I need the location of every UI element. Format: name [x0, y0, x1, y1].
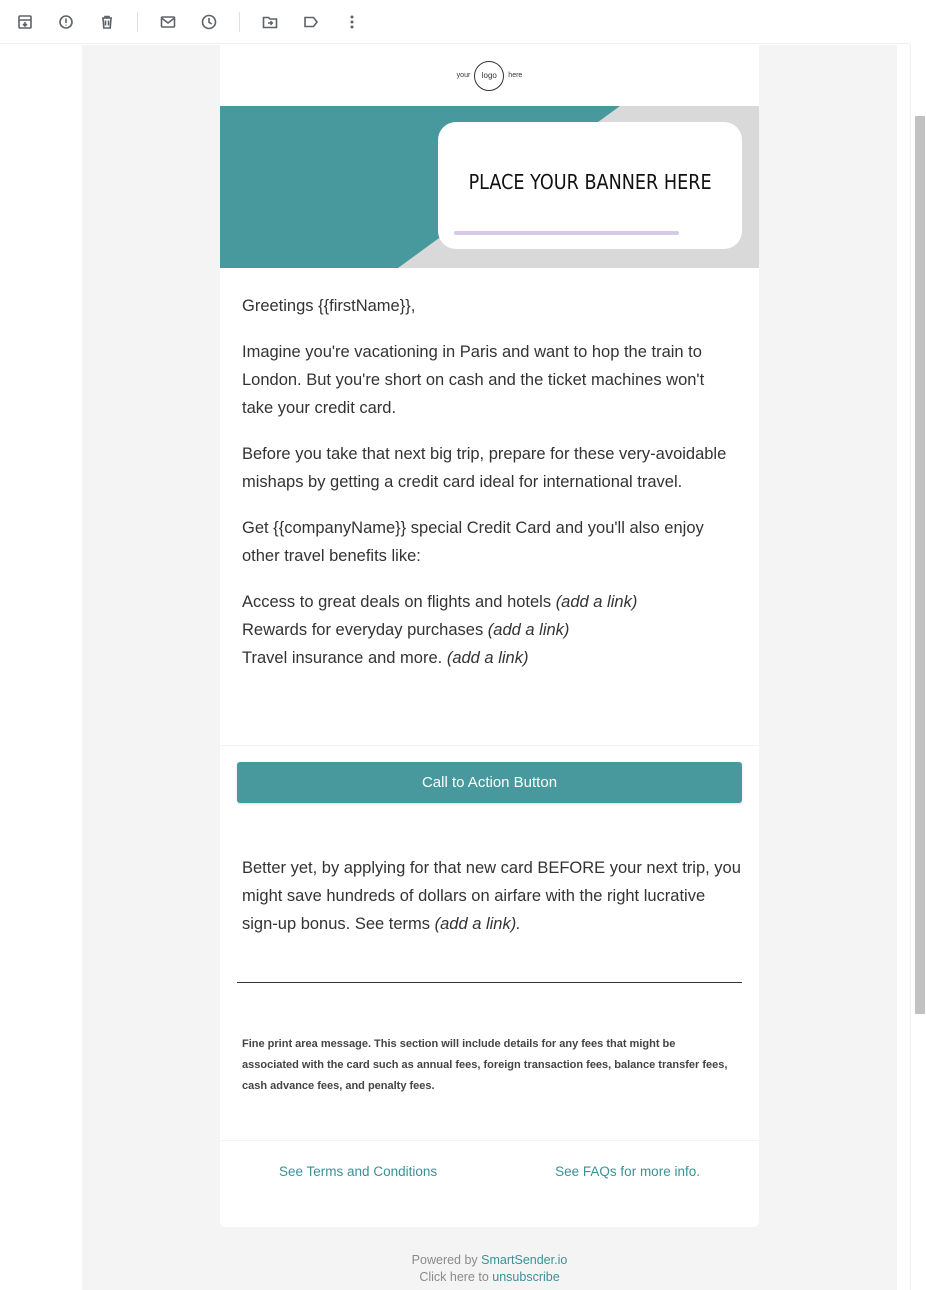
logo	[220, 45, 759, 106]
snooze-icon	[201, 14, 217, 30]
report-spam-button[interactable]	[55, 11, 77, 33]
benefit-text: Travel insurance and more.	[242, 649, 447, 667]
mark-unread-icon	[160, 14, 176, 30]
terms-link[interactable]: See Terms and Conditions	[279, 1164, 438, 1179]
add-link-hint[interactable]: (add a link).	[434, 915, 521, 933]
paragraph-2: Before you take that next big trip, prepare for these very-avoidable mishaps by getting a credit card ideal for international travel.	[242, 445, 727, 491]
scrollbar-thumb[interactable]	[915, 116, 925, 1014]
toolbar-separator	[137, 12, 138, 32]
unsubscribe-link[interactable]: unsubscribe	[492, 1270, 560, 1284]
powered-by-text: Powered by	[411, 1253, 482, 1267]
email-viewport	[82, 45, 897, 1290]
move-to-button[interactable]	[259, 11, 281, 33]
paragraph-3: Get {{companyName}} special Credit Card and you'll also enjoy other travel benefits like:	[242, 519, 704, 565]
benefit-text: Rewards for everyday purchases	[242, 621, 488, 639]
footer-links	[220, 1164, 759, 1179]
toolbar-separator	[239, 12, 240, 32]
horizontal-rule	[237, 982, 742, 983]
section-divider	[220, 1140, 759, 1141]
paragraph-4	[242, 854, 742, 938]
email-toolbar	[0, 0, 910, 44]
more-options-button[interactable]	[341, 11, 363, 33]
section-divider	[220, 745, 759, 746]
archive-icon	[17, 14, 33, 30]
mark-unread-button[interactable]	[157, 11, 179, 33]
archive-button[interactable]	[14, 11, 36, 33]
move-to-icon	[262, 14, 278, 30]
cta-container	[237, 762, 742, 803]
benefit-text: Access to great deals on flights and hotels	[242, 593, 556, 611]
delete-button[interactable]	[96, 11, 118, 33]
report-spam-icon	[58, 14, 74, 30]
email-card	[220, 45, 759, 1227]
more-icon	[344, 14, 360, 30]
label-button[interactable]	[300, 11, 322, 33]
logo-right-text: here	[508, 72, 523, 79]
unsubscribe-text: Click here to	[419, 1270, 493, 1284]
call-to-action-button[interactable]: Call to Action Button	[237, 762, 742, 803]
powered-by-line	[82, 1252, 897, 1269]
fine-print: Fine print area message. This section will include details for any fees that might be associated with the card such as annual fees, foreign transaction fees, balance transfer fees, cash advance fees, and penalty fees.	[242, 1038, 728, 1092]
benefit-item	[242, 616, 737, 644]
logo-left-text: your	[456, 72, 471, 79]
label-icon	[303, 14, 319, 30]
benefit-item	[242, 588, 737, 616]
faq-link[interactable]: See FAQs for more info.	[555, 1164, 700, 1179]
benefits-list	[242, 588, 737, 672]
greeting: Greetings {{firstName}},	[242, 297, 416, 315]
paragraph-4-text: Better yet, by applying for that new card BEFORE your next trip, you might save hundreds of dollars on airfare with the right lucrative sign-up bonus. See terms	[242, 859, 741, 933]
add-link-hint[interactable]: (add a link)	[446, 649, 529, 667]
snooze-button[interactable]	[198, 11, 220, 33]
smartsender-link[interactable]: SmartSender.io	[481, 1253, 568, 1267]
benefit-item	[242, 644, 737, 672]
delete-icon	[99, 14, 115, 30]
add-link-hint[interactable]: (add a link)	[555, 593, 638, 611]
logo-circle: logo	[474, 61, 504, 91]
paragraph-1: Imagine you're vacationing in Paris and want to hop the train to London. But you're short on cash and the ticket machines won't take your credit card.	[242, 343, 705, 417]
powered-by-footer	[82, 1252, 897, 1286]
banner	[220, 106, 759, 268]
unsubscribe-line	[82, 1269, 897, 1286]
vertical-scrollbar[interactable]	[910, 44, 926, 1290]
email-body	[220, 268, 759, 672]
banner-text: PLACE YOUR BANNER HERE	[468, 169, 712, 194]
banner-underline	[454, 231, 679, 235]
add-link-hint[interactable]: (add a link)	[487, 621, 570, 639]
banner-placeholder-box	[438, 122, 742, 249]
